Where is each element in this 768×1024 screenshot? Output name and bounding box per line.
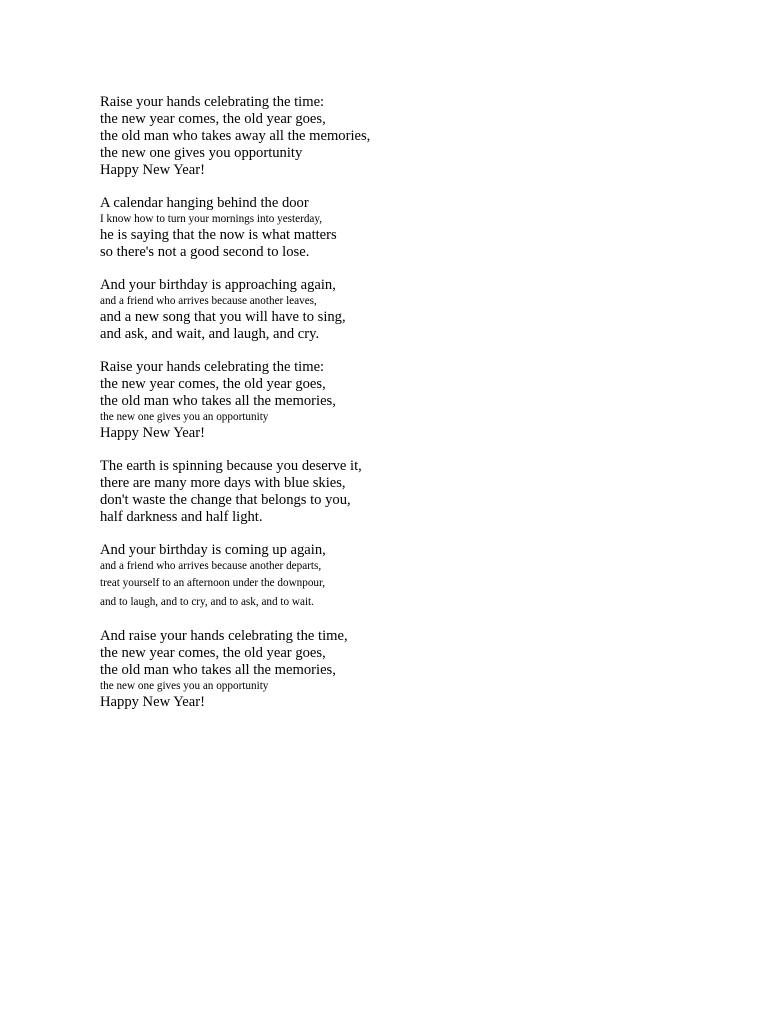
- poem-line: the new year comes, the old year goes,: [100, 376, 326, 392]
- poem-line: Raise your hands celebrating the time:: [100, 359, 325, 375]
- poem-line: so there's not a good second to lose.: [100, 244, 310, 260]
- poem-line: And raise your hands celebrating the time,: [100, 628, 348, 644]
- poem-line: the new year comes, the old year goes,: [100, 645, 326, 661]
- poem-line: the old man who takes all the memories,: [100, 662, 336, 678]
- poem-line: The earth is spinning because you deserve it,: [100, 458, 362, 474]
- poem-line: the old man who takes away all the memories,: [100, 128, 371, 144]
- poem-line: and ask, and wait, and laugh, and cry.: [100, 326, 320, 342]
- stanza-7: [100, 628, 720, 711]
- poem-line: and a friend who arrives because another departs,: [100, 560, 322, 572]
- poem-line: he is saying that the now is what matters: [100, 227, 337, 243]
- stanza-3: [100, 277, 720, 343]
- stanza-5: [100, 458, 720, 526]
- poem-line: and a new song that you will have to sing,: [100, 309, 346, 325]
- poem-line: I know how to turn your mornings into yesterday,: [100, 213, 323, 225]
- poem-line: treat yourself to an afternoon under the downpour,: [100, 577, 326, 589]
- poem-line: the old man who takes all the memories,: [100, 393, 336, 409]
- poem-line: A calendar hanging behind the door: [100, 195, 309, 211]
- poem-body: [100, 94, 720, 727]
- poem-line: the new one gives you an opportunity: [100, 680, 269, 692]
- stanza-4: [100, 359, 720, 442]
- stanza-2: [100, 195, 720, 261]
- poem-line: the new one gives you an opportunity: [100, 411, 269, 423]
- poem-line: half darkness and half light.: [100, 509, 263, 525]
- poem-line: and to laugh, and to cry, and to ask, and to wait.: [100, 596, 314, 608]
- poem-line: And your birthday is coming up again,: [100, 542, 326, 558]
- poem-line: the new year comes, the old year goes,: [100, 111, 326, 127]
- poem-line: Happy New Year!: [100, 694, 205, 710]
- stanza-6: [100, 542, 720, 612]
- poem-line: and a friend who arrives because another leaves,: [100, 295, 317, 307]
- poem-line: Happy New Year!: [100, 162, 205, 178]
- poem-line: the new one gives you opportunity: [100, 145, 303, 161]
- poem-line: don't waste the change that belongs to you,: [100, 492, 351, 508]
- poem-line: Happy New Year!: [100, 425, 205, 441]
- poem-line: there are many more days with blue skies,: [100, 475, 346, 491]
- stanza-1: [100, 94, 720, 179]
- poem-line: And your birthday is approaching again,: [100, 277, 336, 293]
- poem-line: Raise your hands celebrating the time:: [100, 94, 325, 110]
